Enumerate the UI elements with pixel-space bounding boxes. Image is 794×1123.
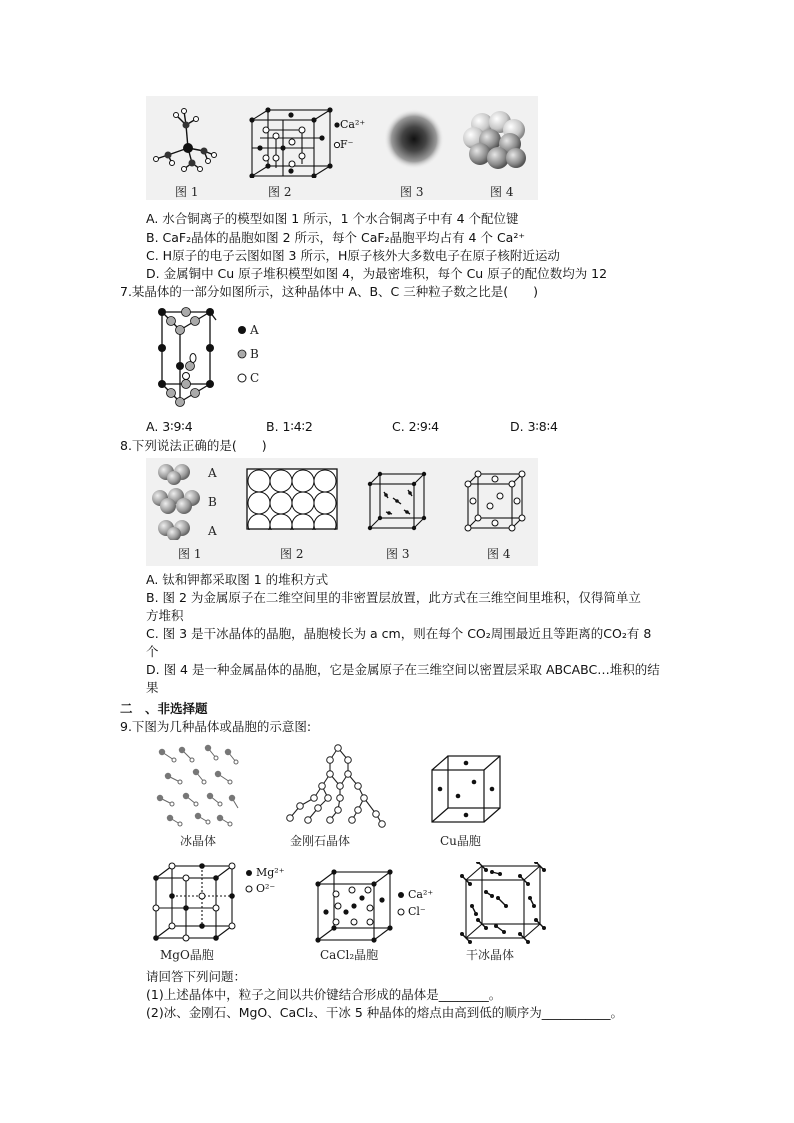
fig1-hydrated-copper-model <box>150 103 220 173</box>
q7-legend-c: C <box>250 371 260 385</box>
cacl2-unit-cell-figure <box>314 868 396 944</box>
ice-crystal-figure <box>152 742 244 828</box>
caption-dry-ice: 干冰晶体 <box>466 948 515 962</box>
q8-stem: 8.下列说法正确的是( ) <box>120 438 267 453</box>
fig-row1-caption-3: 图 3 <box>400 185 424 199</box>
q8-fig2-square-layer <box>246 468 338 530</box>
q8-option-b-line2: 方堆积 <box>146 608 184 623</box>
q6-option-a: A. 水合铜离子的模型如图 1 所示，1 个水合铜离子中有 4 个配位键 <box>146 211 519 226</box>
q8-fig1-layer-a-top: A <box>208 466 217 480</box>
q7-option-a: A. 3∶9∶4 <box>146 419 193 434</box>
q7-legend-a: A <box>250 323 259 337</box>
fig-row1-caption-4: 图 4 <box>490 185 514 199</box>
q7-stem: 7.某晶体的一部分如图所示，这种晶体中 A、B、C 三种粒子数之比是( ) <box>120 284 538 299</box>
cu-unit-cell-figure <box>428 752 504 826</box>
q8-option-c-line2: 个 <box>146 644 159 659</box>
q9-subquestion-2: (2)冰、金刚石、MgO、CaCl₂、干冰 5 种晶体的熔点由高到低的顺序为___________。 <box>146 1005 624 1020</box>
q8-option-c-line1: C. 图 3 是干冰晶体的晶胞，晶胞棱长为 a cm，则在每个 CO₂周围最近且等距离的CO₂有 8 <box>146 626 652 641</box>
q8-fig3-dry-ice-cell <box>366 470 430 532</box>
q7-crystal-figure <box>150 302 265 410</box>
q8-fig1-stacking-aba <box>152 462 224 540</box>
section-heading: 二 、非选择题 <box>120 701 208 716</box>
caption-cu: Cu晶胞 <box>440 834 481 848</box>
q8-caption-3: 图 3 <box>386 547 410 561</box>
legend-o-ion: O²⁻ <box>256 882 276 895</box>
q8-option-d-line2: 果 <box>146 680 159 695</box>
q8-option-b-line1: B. 图 2 为金属原子在二维空间里的非密置层放置，此方式在三维空间里堆积，仅得简单立 <box>146 590 641 605</box>
q8-caption-4: 图 4 <box>487 547 511 561</box>
caption-mgo: MgO晶胞 <box>160 948 214 962</box>
legend-cl-ion: Cl⁻ <box>408 905 426 918</box>
q9-prompt: 请回答下列问题： <box>146 969 247 984</box>
legend-ca-ion-cacl2: Ca²⁺ <box>408 888 434 901</box>
caption-diamond: 金刚石晶体 <box>290 834 351 848</box>
q7-legend-b: B <box>250 347 259 361</box>
q8-fig1-layer-a-bottom: A <box>208 524 217 538</box>
q7-option-c: C. 2∶9∶4 <box>392 419 440 434</box>
q8-option-a: A. 钛和钾都采取图 1 的堆积方式 <box>146 572 329 587</box>
caption-cacl2: CaCl₂晶胞 <box>320 948 379 962</box>
q6-option-d: D. 金属铜中 Cu 原子堆积模型如图 4，为最密堆积，每个 Cu 原子的配位数均为 12 <box>146 266 608 281</box>
q6-option-b: B. CaF₂晶体的晶胞如图 2 所示，每个 CaF₂晶胞平均占有 4 个 Ca²⁺ <box>146 230 525 245</box>
diamond-crystal-figure <box>278 742 388 828</box>
q8-fig4-fcc-cell <box>464 470 528 532</box>
fig-row1-caption-1: 图 1 <box>175 185 199 199</box>
cacl2-legend-markers <box>396 890 406 920</box>
q9-subquestion-1: (1)上述晶体中，粒子之间以共价键结合形成的晶体是________。 <box>146 987 502 1002</box>
q9-stem: 9.下图为几种晶体或晶胞的示意图: <box>120 719 312 734</box>
q7-option-b: B. 1∶4∶2 <box>266 419 313 434</box>
q8-option-d-line1: D. 图 4 是一种金属晶体的晶胞，它是金属原子在三维空间以密置层采取 ABCABC…堆积的结 <box>146 662 660 677</box>
fig4-cu-close-packing <box>460 110 532 172</box>
legend-ca-ion: Ca²⁺ <box>340 118 366 131</box>
q8-fig1-layer-b: B <box>208 495 217 509</box>
q7-option-d: D. 3∶8∶4 <box>510 419 558 434</box>
dry-ice-crystal-figure <box>460 862 546 944</box>
q8-caption-2: 图 2 <box>280 547 304 561</box>
legend-mg-ion: Mg²⁺ <box>256 866 285 879</box>
fig3-electron-cloud <box>383 108 445 170</box>
caption-ice: 冰晶体 <box>180 834 217 848</box>
mgo-unit-cell-figure <box>152 862 238 942</box>
mgo-legend-markers <box>244 868 254 898</box>
legend-f-ion: F⁻ <box>340 138 354 151</box>
fig-row1-caption-2: 图 2 <box>268 185 292 199</box>
q6-option-c: C. H原子的电子云图如图 3 所示，H原子核外大多数电子在原子核附近运动 <box>146 248 560 263</box>
q8-caption-1: 图 1 <box>178 547 202 561</box>
